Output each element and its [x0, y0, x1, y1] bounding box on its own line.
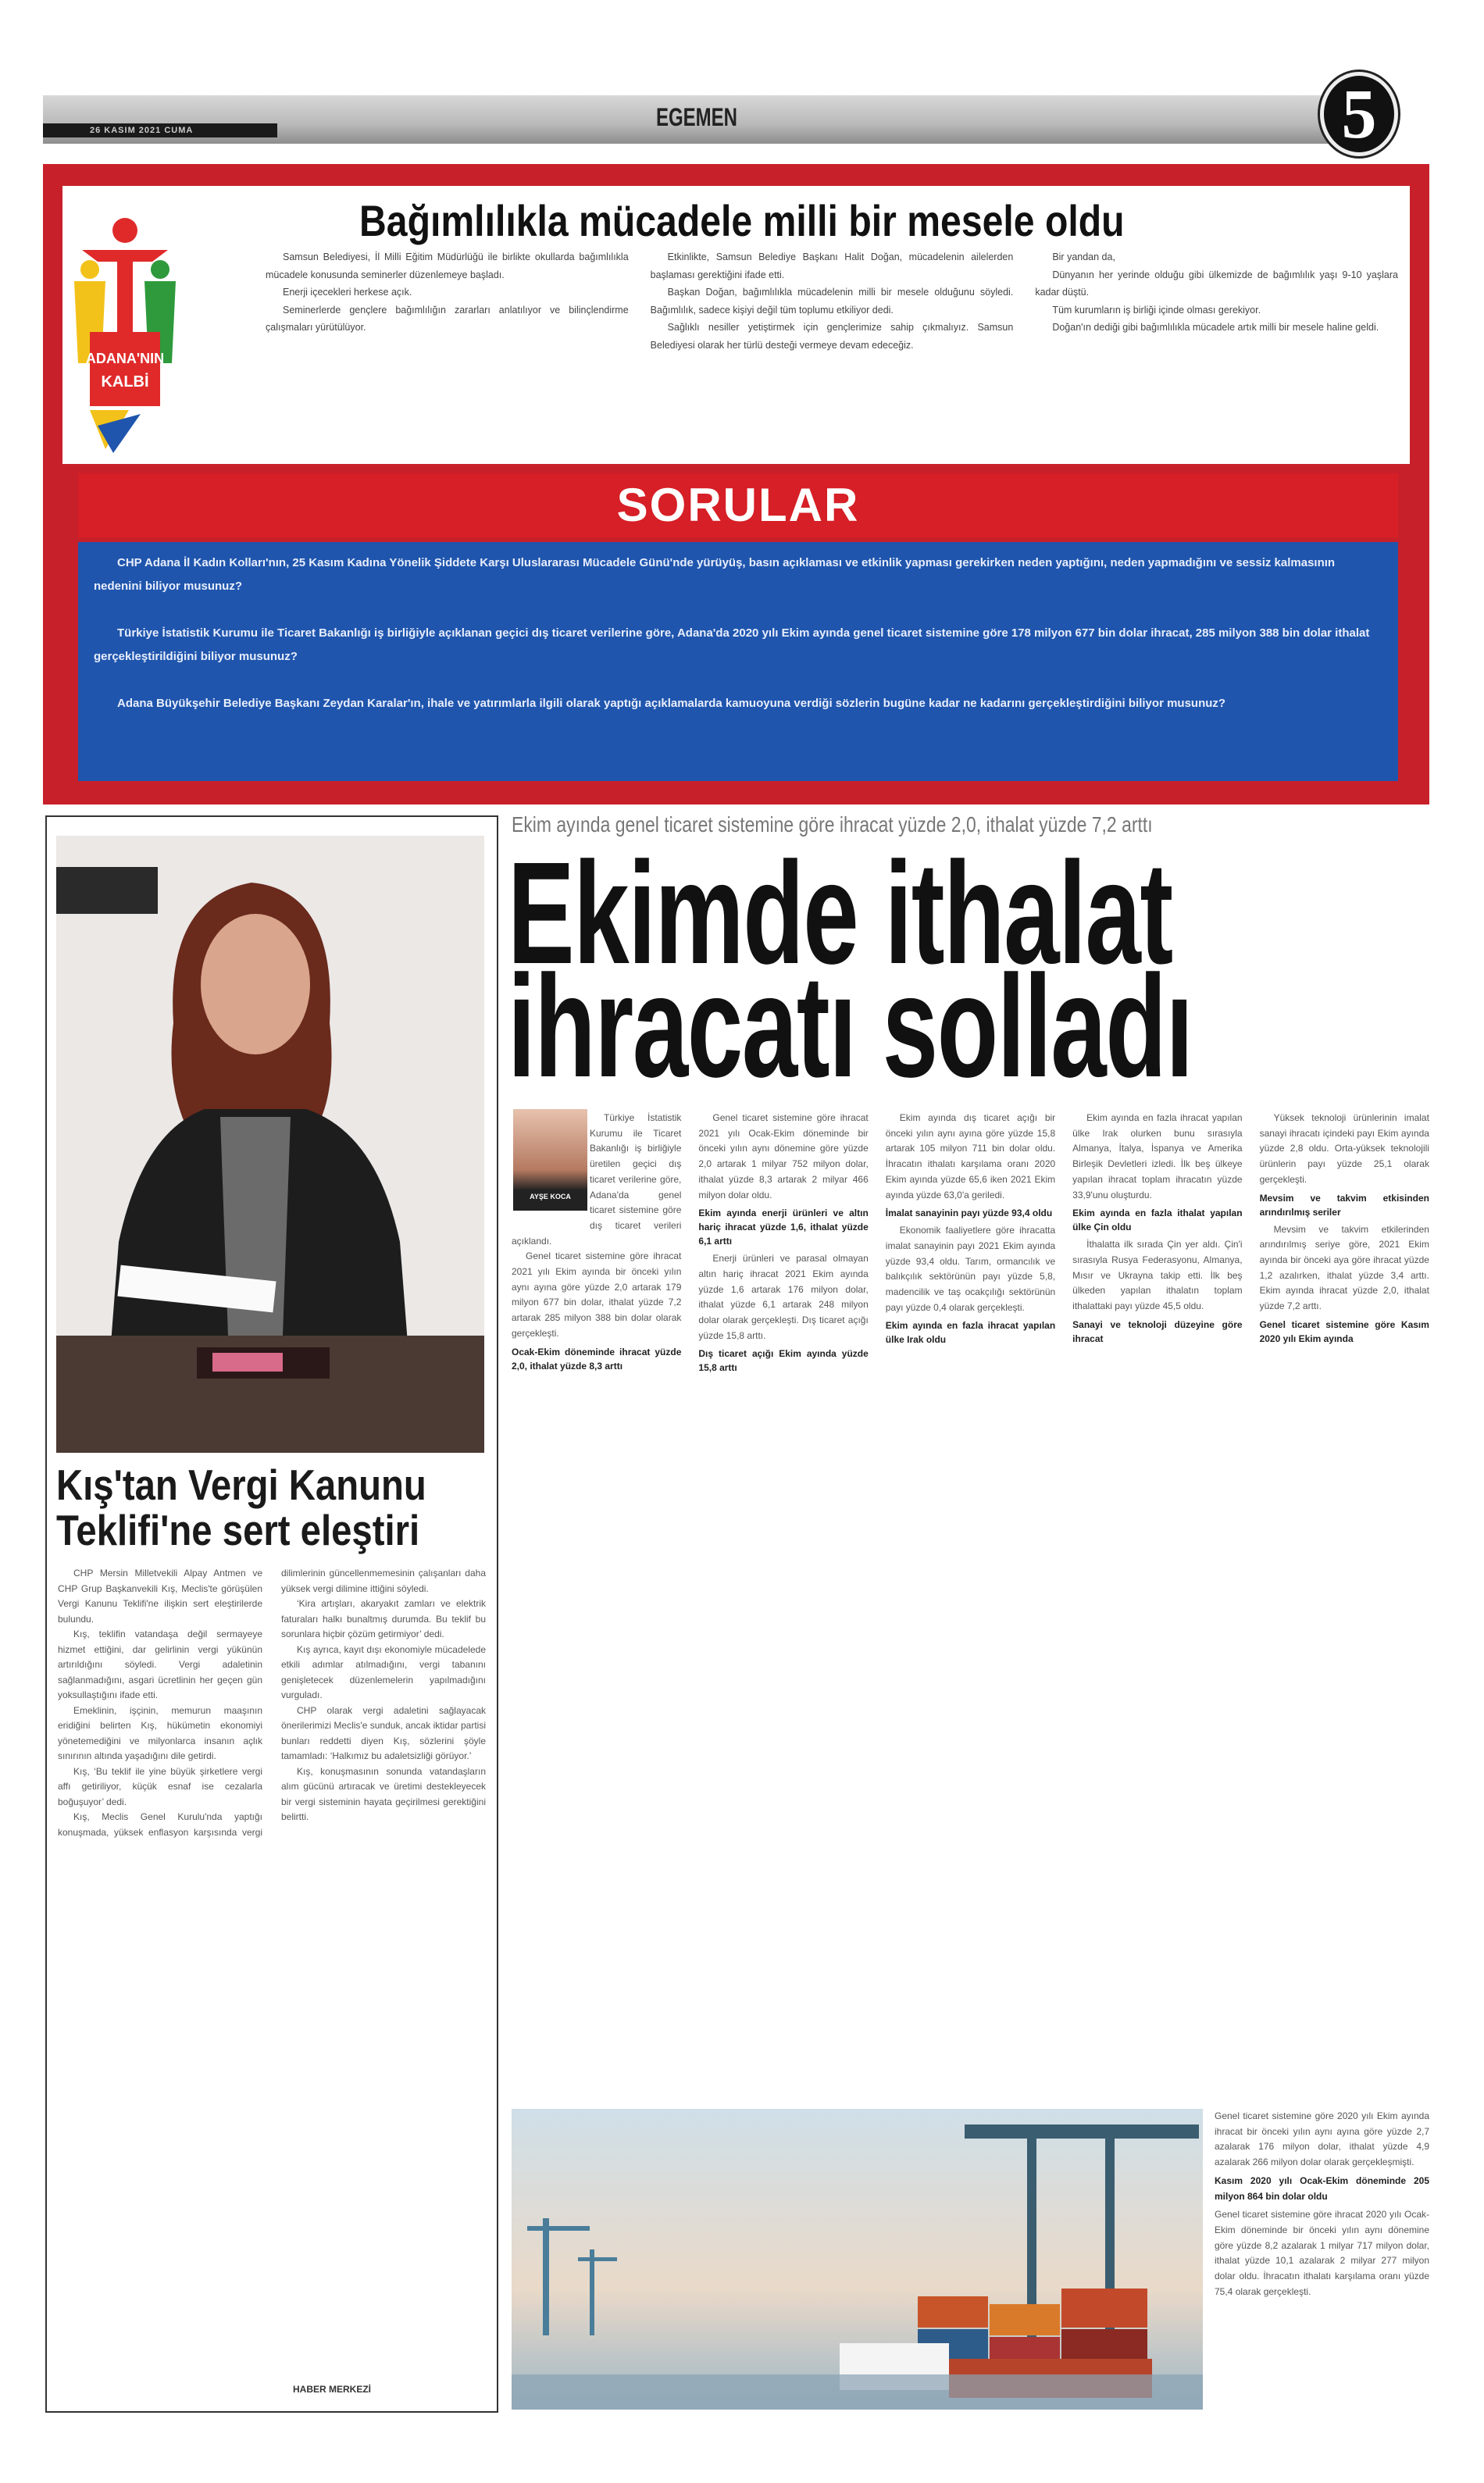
paragraph: Emeklinin, işçinin, memurun maaşının eridiğini belirten Kış, hükümetin ekonomiyi yönetemediğini ve milyonlarca insanın açlık sınırının altında yaşadığını dile getirdi.	[58, 1704, 262, 1761]
port-cargo-photo	[512, 2109, 1203, 2410]
subheading: Ekim ayında en fazla ithalat yapılan ülke Çin oldu	[1072, 1208, 1243, 1233]
main-article-subtitle: Ekim ayında genel ticaret sistemine göre ihracat yüzde 2,0, ithalat yüzde 7,2 arttı	[512, 812, 1153, 837]
paragraph: Genel ticaret sistemine göre 2020 yılı Ekim ayında ihracat bir önceki yılın aynı ayına göre yüzde 2,7 azalarak 176 milyon dolar, ithalat yüzde 4,9 azalarak 266 milyon dolar olarak gerçekleşmişti.	[1215, 2110, 1429, 2168]
subheading: Kasım 2020 yılı Ocak-Ekim döneminde 205 milyon 864 bin dolar oldu	[1215, 2174, 1429, 2202]
featured-article-title: Bağımlılıkla mücadele milli bir mesele oldu	[359, 196, 1125, 245]
paragraph: ‘Kira artışları, akaryakıt zamları ve elektrik faturaları halkı bunaltmış durumda. Bu teklif bu sorunlara hiçbir çözüm getirmiyor’ dedi.	[281, 1598, 486, 1639]
subheading: Mevsim ve takvim etkisinden arındırılmış seriler	[1259, 1192, 1429, 1218]
paragraph: Türkiye İstatistik Kurumu ile Ticaret Bakanlığı iş birliğiyle üretilen geçici dış ticaret verilerine göre, Adana'da genel ticaret sistemine göre dış ticaret verileri açıklandı.	[512, 1112, 682, 1247]
paragraph: Enerji ürünleri ve parasal olmayan altın hariç ihracat 2021 Ekim ayında yüzde 1,6 artarak 176 milyon dolar, ithalat yüzde 6,1 artarak 248 milyon dolar olarak gerçekleşti. Dış ticaret açığı yüzde 15,8 arttı.	[698, 1253, 869, 1341]
subheading: Genel ticaret sistemine göre Kasım 2020 yılı Ekim ayında	[1259, 1318, 1429, 1344]
newspaper-name: EGEMEN	[656, 103, 738, 131]
paragraph: Tüm kurumların iş birliği içinde olması gerekiyor.	[1052, 304, 1261, 316]
paragraph: Dünyanın her yerinde olduğu gibi ülkemizde de bağımlılık yaşı 9-10 yaşlara kadar düştü.	[1035, 269, 1398, 298]
main-article-body-continued	[1215, 2109, 1429, 2410]
subheading: Ocak-Ekim döneminde ihracat yüzde 2,0, ithalat yüzde 8,3 arttı	[512, 1346, 682, 1372]
question-item: CHP Adana İl Kadın Kolları'nın, 25 Kasım Kadına Yönelik Şiddete Karşı Uluslararası Mücadele Günü'nde yürüyüş, basın açıklaması ve etkinlik yapması gerekirken neden yaptığını, neden yapmadığını ve sessiz kalmasının nedenini biliyor musunuz?	[94, 556, 1336, 593]
featured-article-body	[266, 248, 1398, 459]
paragraph: İthalatta ilk sırada Çin yer aldı. Çin'i sırasıyla Rusya Federasyonu, Almanya, Mısır ve Ukrayna takip etti. İlk beş ülkeden yapılan ithalatın toplam ithalattaki payı yüzde 45,5 oldu.	[1072, 1239, 1243, 1312]
adananin-kalbi-logo	[66, 215, 184, 457]
paragraph: Kış, teklifin vatandaşa değil sermayeye hizmet ettiğini, dar gelirlinin vergi yükünün artırıldığını söyledi. Vergi adaletinin sağlanmadığını, asgari ücretlinin her geçen gün yoksullaştığını ifade etti.	[58, 1629, 262, 1700]
subheading: Dış ticaret açığı Ekim ayında yüzde 15,8 arttı	[698, 1348, 869, 1374]
paragraph: Başkan Doğan, bağımlılıkla mücadelenin milli bir mesele olduğunu söyledi. Bağımlılık, sadece kişiyi değil tüm toplumu etkiliyor dedi.	[650, 287, 1014, 316]
questions-list	[78, 542, 1398, 781]
svg-text:KALBİ: KALBİ	[101, 373, 149, 391]
paragraph: Seminerlerde gençlere bağımlılığın zararları anlatılıyor ve bilinçlendirme çalışmaları yürütülüyor.	[266, 304, 629, 333]
main-headline-line1: Ekimde ithalat	[508, 833, 1172, 994]
paragraph: Mevsim ve takvim etkilerinden arındırılmış seriye göre, 2021 Ekim ayında bir önceki aya göre ihracat yüzde 1,2 azalırken, ithalat yüzde 3,4 arttı. Ekim ayında ihracat yüzde 2,0, ithalat yüzde 7,2 arttı.	[1259, 1223, 1429, 1312]
paragraph: Ekim ayında en fazla ihracat yapılan ülke Irak olurken bunu sırasıyla Almanya, İtalya, İspanya ve Amerika Birleşik Devletleri izledi. İlk beş ülkeye yapılan ihracat toplam ihracatın yüzde 33,9'unu oluşturdu.	[1072, 1112, 1243, 1200]
left-article-body	[58, 1566, 486, 2398]
subheading: Ekim ayında enerji ürünleri ve altın hariç ihracat yüzde 1,6, ithalat yüzde 6,1 arttı	[698, 1208, 869, 1247]
main-headline-line2: ihracatı solladı	[508, 946, 1193, 1108]
main-article-body	[512, 1111, 1429, 2103]
paragraph: Kış, Meclis Genel Kurulu'nda yaptığı konuşmada, yüksek enflasyon karşısında vergi dilimlerinin güncellenmemesinin çalışanları daha yüksek vergi dilimine ittiğini söyledi.	[58, 1568, 486, 1838]
paragraph: Enerji içecekleri herkese açık.	[283, 287, 412, 298]
paragraph: Ekonomik faaliyetlere göre ihracatta imalat sanayinin payı 2021 Ekim ayında yüzde 93,4 oldu. Tarım, ormancılık ve balıkçılık sektörünün payı yüzde 5,8, madencilik ve taş ocakçılığı sektörünün payı yüzde 0,4 olarak gerçekleşti.	[885, 1225, 1056, 1313]
paragraph: CHP Mersin Milletvekili Alpay Antmen ve CHP Grup Başkanvekili Kış, Meclis'te görüşülen Vergi Kanunu Teklifi'ne ilişkin sert eleştirilerde bulundu.	[58, 1568, 262, 1625]
subheading: İmalat sanayinin payı yüzde 93,4 oldu	[885, 1208, 1053, 1219]
svg-text:ADANA'NIN: ADANA'NIN	[85, 351, 165, 366]
question-item: Türkiye İstatistik Kurumu ile Ticaret Bakanlığı iş birliğiyle açıklanan geçici dış ticaret verilerine göre, Adana'da 2020 yılı Ekim ayında genel ticaret sistemine göre 178 milyon 677 bin dolar ihracat, 285 milyon 388 bin dolar ithalat gerçekleştirildiğini biliyor musunuz?	[94, 626, 1370, 663]
paragraph: Yüksek teknoloji ürünlerinin imalat sanayi ihracatı içindeki payı Ekim ayında yüzde 2,8 oldu. Orta-yüksek teknolojili ürünlerin payı yüzde 25,1 olarak gerçekleşti.	[1259, 1112, 1429, 1185]
politician-speaking-photo	[56, 836, 484, 1453]
paragraph: Kış, konuşmasının sonunda vatandaşların alım gücünü artıracak ve üretimi destekleyecek bir vergi sisteminin hayata geçirilmesi gerektiğini belirtti.	[281, 1765, 486, 1822]
paragraph: Genel ticaret sistemine göre ihracat 2021 yılı Ocak-Ekim döneminde bir önceki yılın aynı dönemine göre yüzde 2,0 artarak 1 milyar 752 milyon dolar, ithalat yüzde 8,3 artarak 2 milyar 466 milyon dolar oldu.	[698, 1112, 869, 1200]
questions-heading: SORULAR	[78, 473, 1398, 537]
page-number: 5	[1320, 72, 1398, 156]
paragraph: Genel ticaret sistemine göre ihracat 2020 yılı Ocak-Ekim döneminde bir önceki yılın aynı dönemine göre yüzde 8,2 azalarak 1 milyar 717 milyon dolar, ithalat yüzde 10,1 azalarak 2 milyar 277 milyon dolar oldu. İhracatın ithalatı karşılama oranı yüzde 75,4 olarak gerçekleşti.	[1215, 2209, 1429, 2297]
paragraph: Doğan'ın dediği gibi bağımlılıkla mücadele artık milli bir mesele haline geldi.	[1052, 322, 1379, 333]
paragraph: Ekim ayında dış ticaret açığı bir önceki yılın aynı ayına göre yüzde 15,8 artarak 105 milyon 711 bin dolar oldu. İhracatın ithalatı karşılama oranı 2020 Ekim ayında yüzde 65,6 iken 2021 Ekim ayında yüzde 63,0'a geriledi.	[885, 1112, 1056, 1200]
paragraph: CHP olarak vergi adaletini sağlayacak önerilerimizi Meclis'e sunduk, ancak iktidar partisi bunları reddetti diyen Kış, sözlerini şöyle tamamladı: ‘Halkımız bu adaletsizliği görüyor.’	[281, 1704, 486, 1761]
subheading: Sanayi ve teknoloji düzeyine göre ihracat	[1072, 1318, 1243, 1344]
byline: HABER MERKEZİ	[293, 2384, 372, 2395]
paragraph: Kış, ‘Bu teklif ile yine büyük şirketlere vergi affı getiriliyor, küçük esnaf ise cezalarla boğuşuyor’ dedi.	[58, 1765, 262, 1807]
issue-date: 26 KASIM 2021 CUMA	[43, 123, 277, 137]
paragraph: Samsun Belediyesi, İl Milli Eğitim Müdürlüğü ile birlikte okullarda bağımlılıkla mücadele konusunda seminerler düzenlemeye başladı.	[266, 252, 629, 280]
subheading: Ekim ayında en fazla ihracat yapılan ülke Irak oldu	[885, 1320, 1056, 1346]
author-name: AYŞE KOCA	[530, 1193, 571, 1200]
left-article-title: Kış'tan Vergi Kanunu Teklifi'ne sert eleştiri	[56, 1461, 426, 1554]
paragraph: Bir yandan da,	[1052, 252, 1115, 262]
paragraph: Kış ayrıca, kayıt dışı ekonomiyle mücadelede etkili adımlar atılmadığını, vergi tabanını genişletecek düzenlemelerin yapılmadığını vurguladı.	[281, 1643, 486, 1700]
paragraph: Etkinlikte, Samsun Belediye Başkanı Halit Doğan, mücadelenin ailelerden başlaması gerektiğini ifade etti.	[650, 252, 1014, 280]
paragraph: Sağlıklı nesiller yetiştirmek için gençlerimize sahip çıkmalıyız. Samsun Belediyesi olarak her türlü desteği vermeye devam edeceğiz.	[650, 322, 1014, 351]
paragraph: Genel ticaret sistemine göre ihracat 2021 yılı Ekim ayında bir önceki yılın aynı ayına göre yüzde 2,0 artarak 179 milyon 677 bin dolar, ithalat yüzde 7,2 artarak 285 milyon 388 bin dolar olarak gerçekleşti.	[512, 1250, 682, 1339]
question-item: Adana Büyükşehir Belediye Başkanı Zeydan Karalar'ın, ihale ve yatırımlarla ilgili olarak yaptığı açıklamalarda kamuoyuna verdiği sözlerin bugüne kadar ne kadarını gerçekleştirdiğini biliyor musunuz?	[117, 697, 1226, 710]
